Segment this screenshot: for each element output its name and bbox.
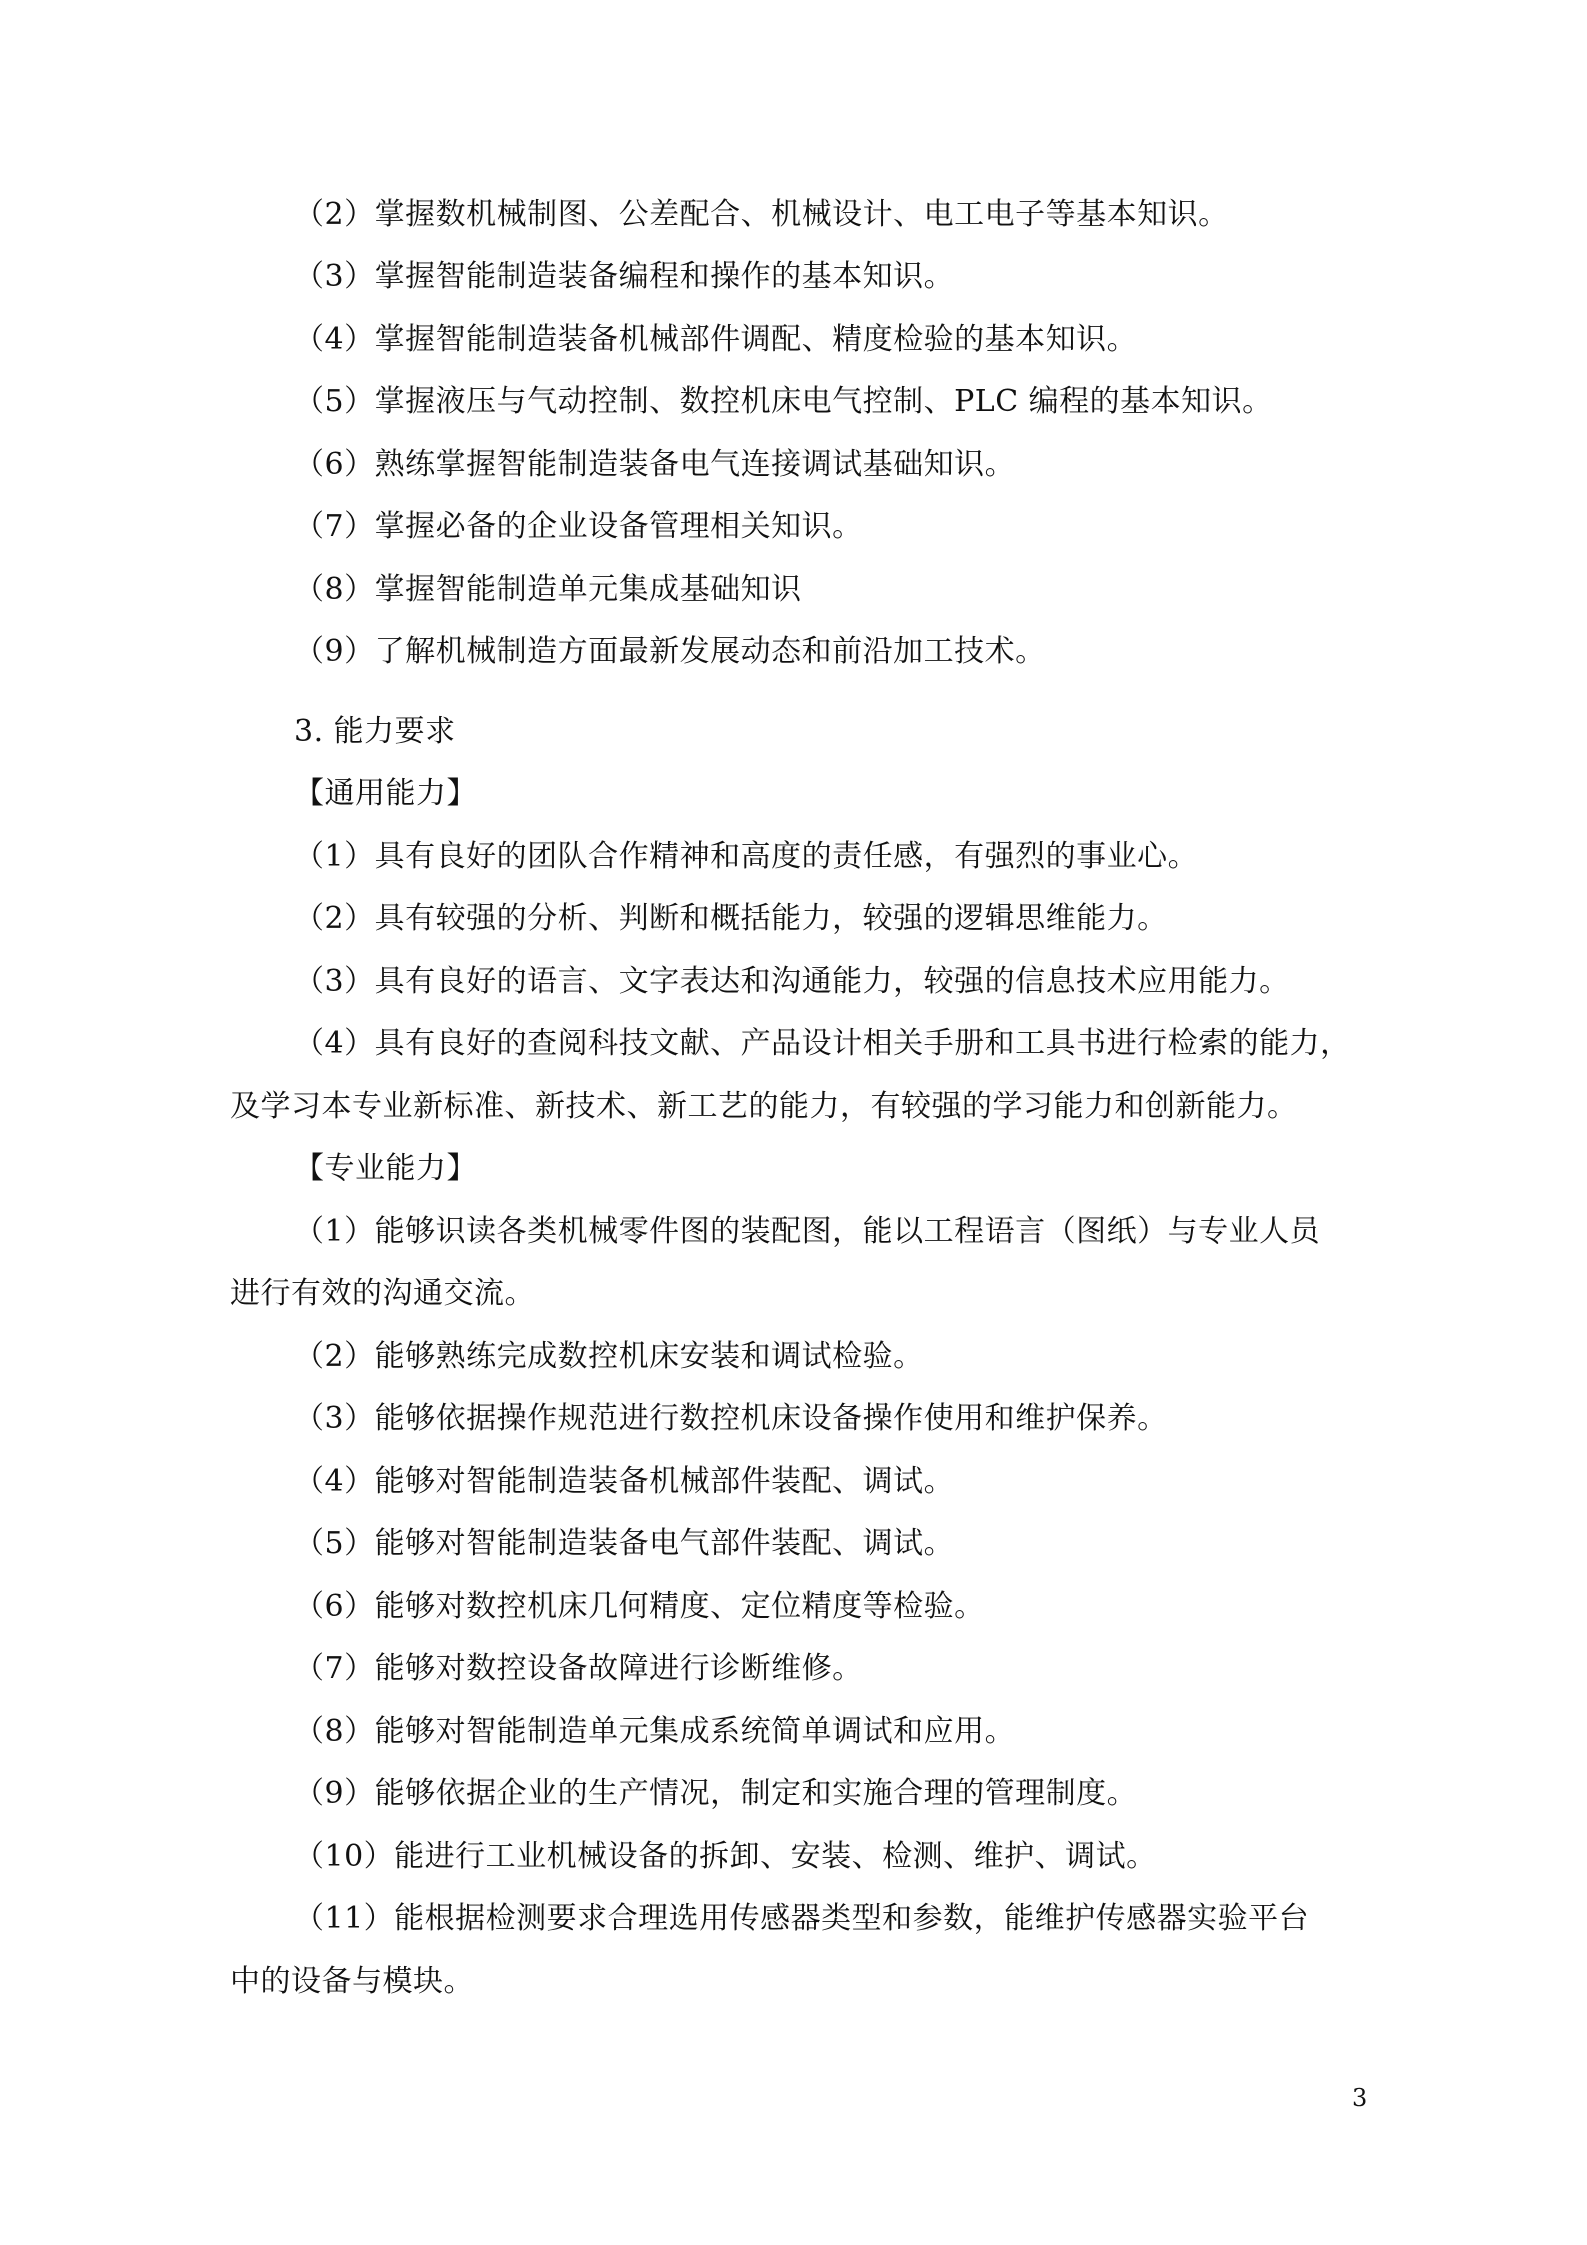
general-item-1: （1）具有良好的团队合作精神和高度的责任感，有强烈的事业心。 bbox=[294, 839, 1199, 874]
professional-item-2: （2）能够熟练完成数控机床安装和调试检验。 bbox=[294, 1339, 924, 1374]
knowledge-item-7: （7）掌握必备的企业设备管理相关知识。 bbox=[294, 509, 863, 544]
professional-item-11-line-2: 中的设备与模块。 bbox=[230, 1964, 474, 1999]
professional-item-7: （7）能够对数控设备故障进行诊断维修。 bbox=[294, 1651, 863, 1686]
professional-item-11-line-1: （11）能根据检测要求合理选用传感器类型和参数，能维护传感器实验平台 bbox=[294, 1901, 1310, 1936]
knowledge-item-2: （2）掌握数机械制图、公差配合、机械设计、电工电子等基本知识。 bbox=[294, 197, 1229, 232]
general-item-2: （2）具有较强的分析、判断和概括能力，较强的逻辑思维能力。 bbox=[294, 901, 1168, 936]
knowledge-item-5: （5）掌握液压与气动控制、数控机床电气控制、PLC 编程的基本知识。 bbox=[294, 384, 1273, 419]
professional-item-8: （8）能够对智能制造单元集成系统简单调试和应用。 bbox=[294, 1714, 1016, 1749]
professional-item-1-line-1: （1）能够识读各类机械零件图的装配图，能以工程语言（图纸）与专业人员 bbox=[294, 1214, 1321, 1249]
professional-item-4: （4）能够对智能制造装备机械部件装配、调试。 bbox=[294, 1464, 955, 1499]
section-heading-ability: 3. 能力要求 bbox=[294, 714, 456, 749]
professional-item-6: （6）能够对数控机床几何精度、定位精度等检验。 bbox=[294, 1589, 985, 1624]
general-item-4-line-2: 及学习本专业新标准、新技术、新工艺的能力，有较强的学习能力和创新能力。 bbox=[230, 1089, 1298, 1124]
knowledge-item-3: （3）掌握智能制造装备编程和操作的基本知识。 bbox=[294, 259, 955, 294]
professional-item-3: （3）能够依据操作规范进行数控机床设备操作使用和维护保养。 bbox=[294, 1401, 1168, 1436]
knowledge-item-9: （9）了解机械制造方面最新发展动态和前沿加工技术。 bbox=[294, 634, 1046, 669]
knowledge-item-8: （8）掌握智能制造单元集成基础知识 bbox=[294, 572, 802, 607]
professional-ability-heading: 【专业能力】 bbox=[294, 1151, 477, 1186]
general-item-3: （3）具有良好的语言、文字表达和沟通能力，较强的信息技术应用能力。 bbox=[294, 964, 1290, 999]
knowledge-item-4: （4）掌握智能制造装备机械部件调配、精度检验的基本知识。 bbox=[294, 322, 1138, 357]
knowledge-item-6: （6）熟练掌握智能制造装备电气连接调试基础知识。 bbox=[294, 447, 1016, 482]
professional-item-1-line-2: 进行有效的沟通交流。 bbox=[230, 1276, 535, 1311]
page-number: 3 bbox=[1352, 2084, 1368, 2112]
professional-item-9: （9）能够依据企业的生产情况，制定和实施合理的管理制度。 bbox=[294, 1776, 1138, 1811]
professional-item-10: （10）能进行工业机械设备的拆卸、安装、检测、维护、调试。 bbox=[294, 1839, 1157, 1874]
professional-item-5: （5）能够对智能制造装备电气部件装配、调试。 bbox=[294, 1526, 955, 1561]
general-ability-heading: 【通用能力】 bbox=[294, 776, 477, 811]
general-item-4-line-1: （4）具有良好的查阅科技文献、产品设计相关手册和工具书进行检索的能力， bbox=[294, 1026, 1351, 1061]
